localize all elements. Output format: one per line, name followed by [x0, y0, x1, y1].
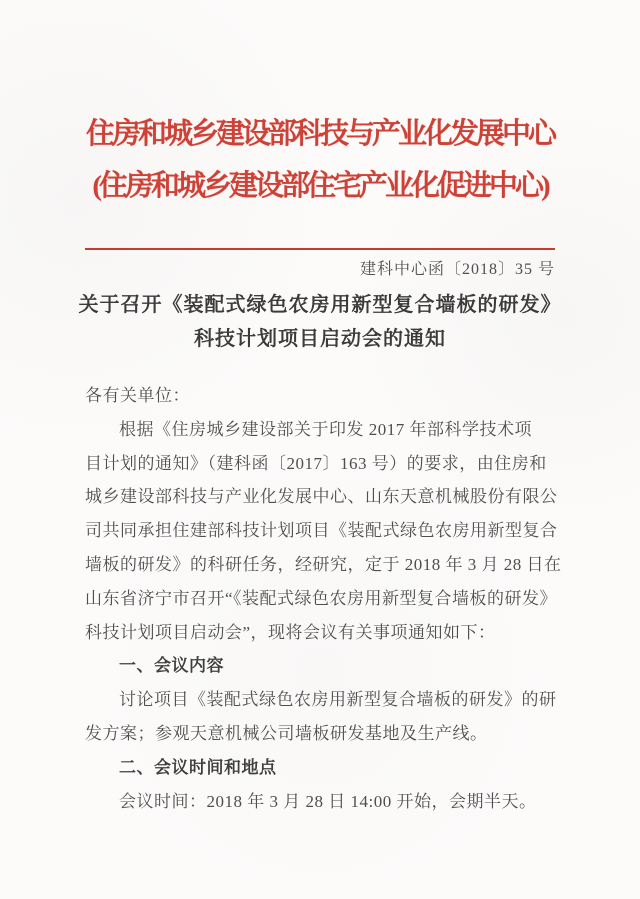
- document-title-line-1: 关于召开《装配式绿色农房用新型复合墙板的研发》: [78, 294, 562, 316]
- body-line: 讨论项目《装配式绿色农房用新型复合墙板的研发》的研: [119, 690, 557, 710]
- body-line: 根据《住房城乡建设部关于印发 2017 年部科学技术项: [119, 419, 532, 439]
- document-body: [85, 379, 562, 818]
- body-line: 城乡建设部科技与产业化发展中心、山东天意机械股份有限公: [85, 487, 558, 507]
- section-heading-2: 二、会议时间和地点: [119, 757, 277, 777]
- reference-number: 建科中心函〔2018〕35 号: [359, 261, 555, 278]
- body-line: 科技计划项目启动会”，现将会议有关事项通知如下：: [85, 622, 496, 642]
- letterhead-divider-rule: [85, 248, 555, 250]
- body-line: 墙板的研发》的科研任务，经研究，定于 2018 年 3 月 28 日在: [85, 554, 562, 574]
- body-line: 山东省济宁市召开“《装配式绿色农房用新型复合墙板的研发》: [85, 588, 558, 608]
- salutation: 各有关单位：: [85, 386, 190, 405]
- letterhead: [0, 108, 640, 212]
- document-title: [0, 288, 640, 356]
- letterhead-line-2: (住房和城乡建设部住宅产业化促进中心): [92, 170, 548, 202]
- body-line: 发方案；参观天意机械公司墙板研发基地及生产线。: [85, 723, 488, 743]
- section-heading-1: 一、会议内容: [119, 656, 224, 676]
- meeting-time-line: 会议时间：2018 年 3 月 28 日 14:00 开始，会期半天。: [119, 791, 537, 811]
- body-line: 目计划的通知》（建科函〔2017〕163 号）的要求，由住房和: [85, 453, 547, 473]
- body-line: 司共同承担住建部科技计划项目《装配式绿色农房用新型复合: [85, 521, 558, 541]
- letterhead-line-1: 住房和城乡建设部科技与产业化发展中心: [85, 118, 554, 150]
- document-title-line-2: 科技计划项目启动会的通知: [194, 328, 446, 350]
